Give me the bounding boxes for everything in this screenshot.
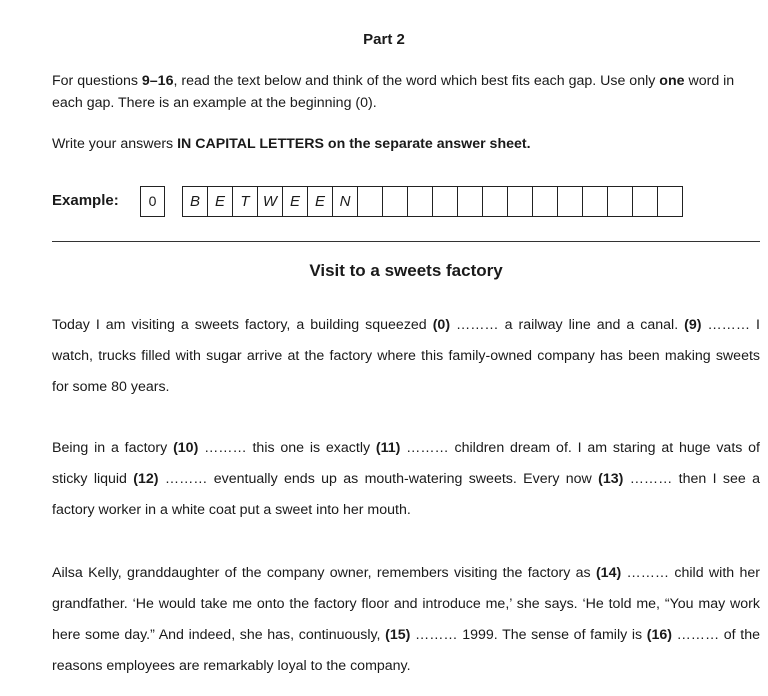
story-text: ……… children dream of. I am staring at huge vats of sticky liquid: [52, 440, 761, 487]
story-text: Ailsa Kelly, granddaughter of the company owner, remembers visiting the factory as: [52, 565, 596, 581]
example-letter-cell: B: [183, 187, 208, 216]
gap-number: (15): [385, 627, 411, 643]
example-label: Example:: [52, 192, 119, 209]
example-letter-cell: E: [283, 187, 308, 216]
story-paragraph-2: [52, 433, 760, 526]
story-title: Visit to a sweets factory: [309, 261, 503, 280]
instructions-paragraph: [52, 70, 764, 114]
gap-number: (0): [432, 317, 451, 333]
example-letter-cell: [508, 187, 533, 216]
story-text: ……… 1999. The sense of family is: [410, 627, 647, 643]
answer-instruction: [52, 133, 764, 155]
part-title: Part 2: [363, 31, 405, 48]
example-letter-cell: W: [258, 187, 283, 216]
example-number-box: 0: [140, 186, 165, 217]
example-letter-cell: E: [308, 187, 333, 216]
story-text: ……… then I see a factory worker in a white coat put a sweet into her mouth.: [52, 471, 761, 518]
gap-number: (14): [595, 565, 622, 581]
instr-emphasis: one: [659, 73, 685, 89]
gap-number: (9): [684, 317, 702, 333]
gap-number: (10): [173, 440, 199, 456]
example-letter-cell: [483, 187, 508, 216]
story-text: ……… child with her grandfather. ‘He would take me onto the factory floor and introduce me,’ she says. ‘He told me, “You may work here some day.” And indeed, she has, continuously,: [52, 565, 760, 643]
example-letter-cell: [433, 187, 458, 216]
example-letter-cell: [583, 187, 608, 216]
story-text: ……… this one is exactly: [198, 440, 376, 456]
gap-number: (16): [646, 627, 672, 643]
example-letter-cell: [658, 187, 682, 216]
example-letter-cell: [458, 187, 483, 216]
example-letter-cell: [558, 187, 583, 216]
instr-text: , read the text below and think of the word which best fits each gap. Use only: [173, 73, 660, 89]
instr-text: For questions: [52, 73, 142, 89]
instr-emphasis: IN CAPITAL LETTERS on the separate answer sheet.: [177, 136, 531, 152]
story-text: ……… I watch, trucks filled with sugar arrive at the factory where this family-owned company has been making sweets for some 80 years.: [52, 317, 760, 395]
example-letter-cell: [533, 187, 558, 216]
example-letter-cell: N: [333, 187, 358, 216]
instr-text: word in each gap. There is an example at the beginning (0).: [52, 73, 735, 111]
example-answer-grid: [182, 186, 683, 217]
gap-number: (11): [375, 440, 401, 456]
gap-number: (12): [133, 471, 159, 487]
question-range: 9–16: [141, 73, 174, 89]
story-text: ……… a railway line and a canal.: [450, 317, 685, 333]
story-text: ……… eventually ends up as mouth-watering sweets. Every now: [158, 471, 599, 487]
example-letter-cell: T: [233, 187, 258, 216]
example-letter-cell: E: [208, 187, 233, 216]
story-paragraph-1: [52, 310, 760, 403]
story-text: ……… of the reasons employees are remarkably loyal to the company.: [52, 627, 760, 674]
instr-text: Write your answers: [52, 136, 178, 152]
example-letter-cell: [633, 187, 658, 216]
story-text: Being in a factory: [52, 440, 174, 456]
example-letter-cell: [408, 187, 433, 216]
example-letter-cell: [383, 187, 408, 216]
example-letter-cell: [608, 187, 633, 216]
example-letter-cell: [358, 187, 383, 216]
gap-number: (13): [598, 471, 624, 487]
story-text: Today I am visiting a sweets factory, a building squeezed: [52, 317, 433, 333]
divider: [52, 241, 760, 242]
story-paragraph-3: [52, 558, 760, 682]
